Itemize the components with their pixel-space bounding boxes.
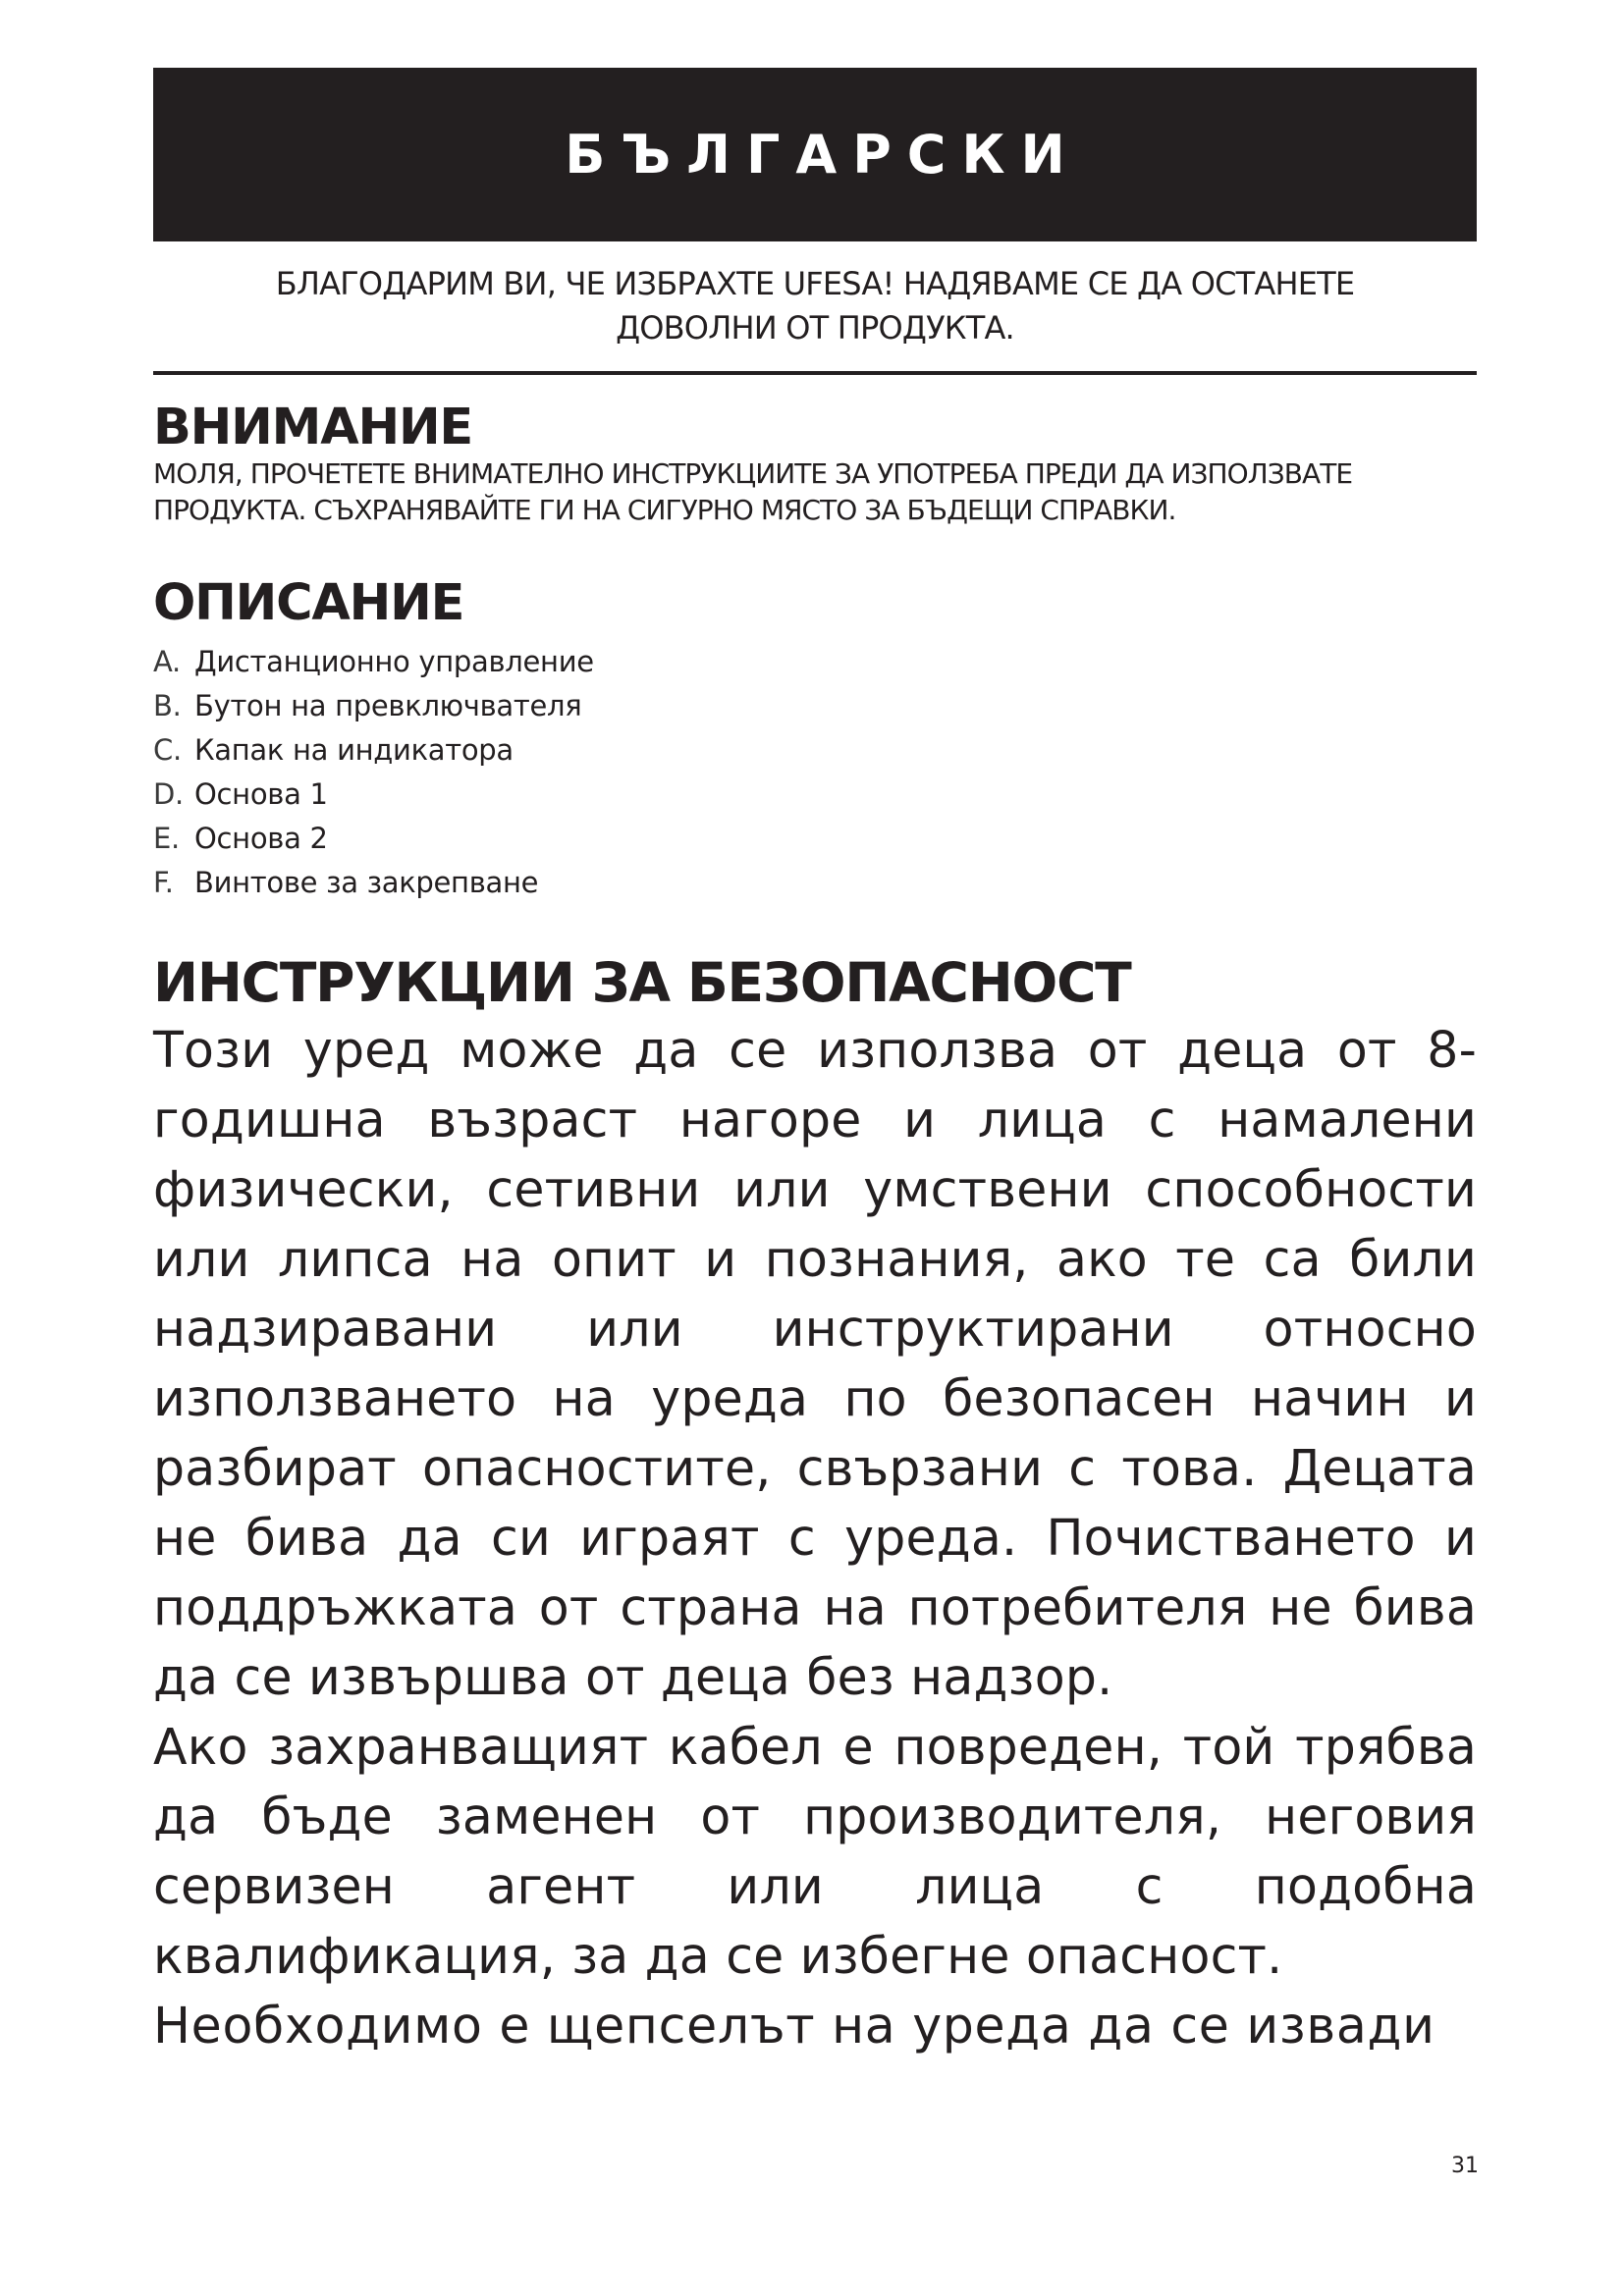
thanks-line-2: ДОВОЛНИ ОТ ПРОДУКТА. xyxy=(616,309,1014,347)
list-item xyxy=(153,861,1477,905)
list-item xyxy=(153,773,1477,817)
safety-paragraph: Този уред може да се използва от деца от 8-годишна възраст нагоре и лица с намалени физически, сетивни или умствени способности или липса на опит и познания, ако те са били надзиравани или инструктирани относно използването на уреда по безопасен начин и разбират опасностите, свързани с това. Децата не бива да си играят с уреда. Почистването и поддръжката от страна на потребителя не бива да се извършва от деца без надзор. xyxy=(153,1021,1477,1706)
part-letter: A. xyxy=(153,645,181,678)
list-item xyxy=(153,817,1477,861)
safety-heading: ИНСТРУКЦИИ ЗА БЕЗОПАСНОСТ xyxy=(153,951,1131,1014)
part-letter: D. xyxy=(153,777,184,811)
list-item xyxy=(153,684,1477,728)
part-label: Основа 1 xyxy=(194,777,328,811)
part-letter: E. xyxy=(153,822,180,855)
part-letter: F. xyxy=(153,866,174,899)
language-banner xyxy=(153,68,1477,241)
thanks-line-1: БЛАГОДАРИМ ВИ, ЧЕ ИЗБРАХТЕ UFESA! НАДЯВАМЕ СЕ ДА ОСТАНЕТЕ xyxy=(275,265,1355,302)
list-item xyxy=(153,640,1477,684)
safety-paragraph: Необходимо е щепселът на уреда да се извади xyxy=(153,1997,1435,2055)
part-letter: B. xyxy=(153,689,182,722)
language-title: БЪЛГАРСКИ xyxy=(565,124,1081,186)
manual-page xyxy=(153,68,1477,2060)
part-label: Дистанционно управление xyxy=(194,645,594,678)
attention-text: МОЛЯ, ПРОЧЕТЕТЕ ВНИМАТЕЛНО ИНСТРУКЦИИТЕ ЗА УПОТРЕБА ПРЕДИ ДА ИЗПОЛЗВАТЕ ПРОДУКТА. СЪХРАНЯВАЙТЕ ГИ НА СИГУРНО МЯСТО ЗА БЪДЕЩИ СПРАВКИ. xyxy=(153,457,1353,526)
part-label: Основа 2 xyxy=(194,822,328,855)
parts-list xyxy=(153,640,1477,905)
part-label: Капак на индикатора xyxy=(194,733,514,767)
divider xyxy=(153,371,1477,375)
list-item xyxy=(153,728,1477,773)
safety-text xyxy=(153,1015,1477,2060)
description-heading: ОПИСАНИЕ xyxy=(153,574,464,632)
part-label: Бутон на превключвателя xyxy=(194,689,582,722)
attention-heading: ВНИМАНИЕ xyxy=(153,399,473,456)
part-letter: C. xyxy=(153,733,182,767)
safety-paragraph: Ако захранващият кабел е повреден, той трябва да бъде заменен от производителя, неговия сервизен агент или лица с подобна квалификация, за да се избегне опасност. xyxy=(153,1718,1477,1985)
part-label: Винтове за закрепване xyxy=(194,866,539,899)
thanks-message xyxy=(153,262,1477,350)
page-number: 31 xyxy=(1451,2154,1479,2178)
